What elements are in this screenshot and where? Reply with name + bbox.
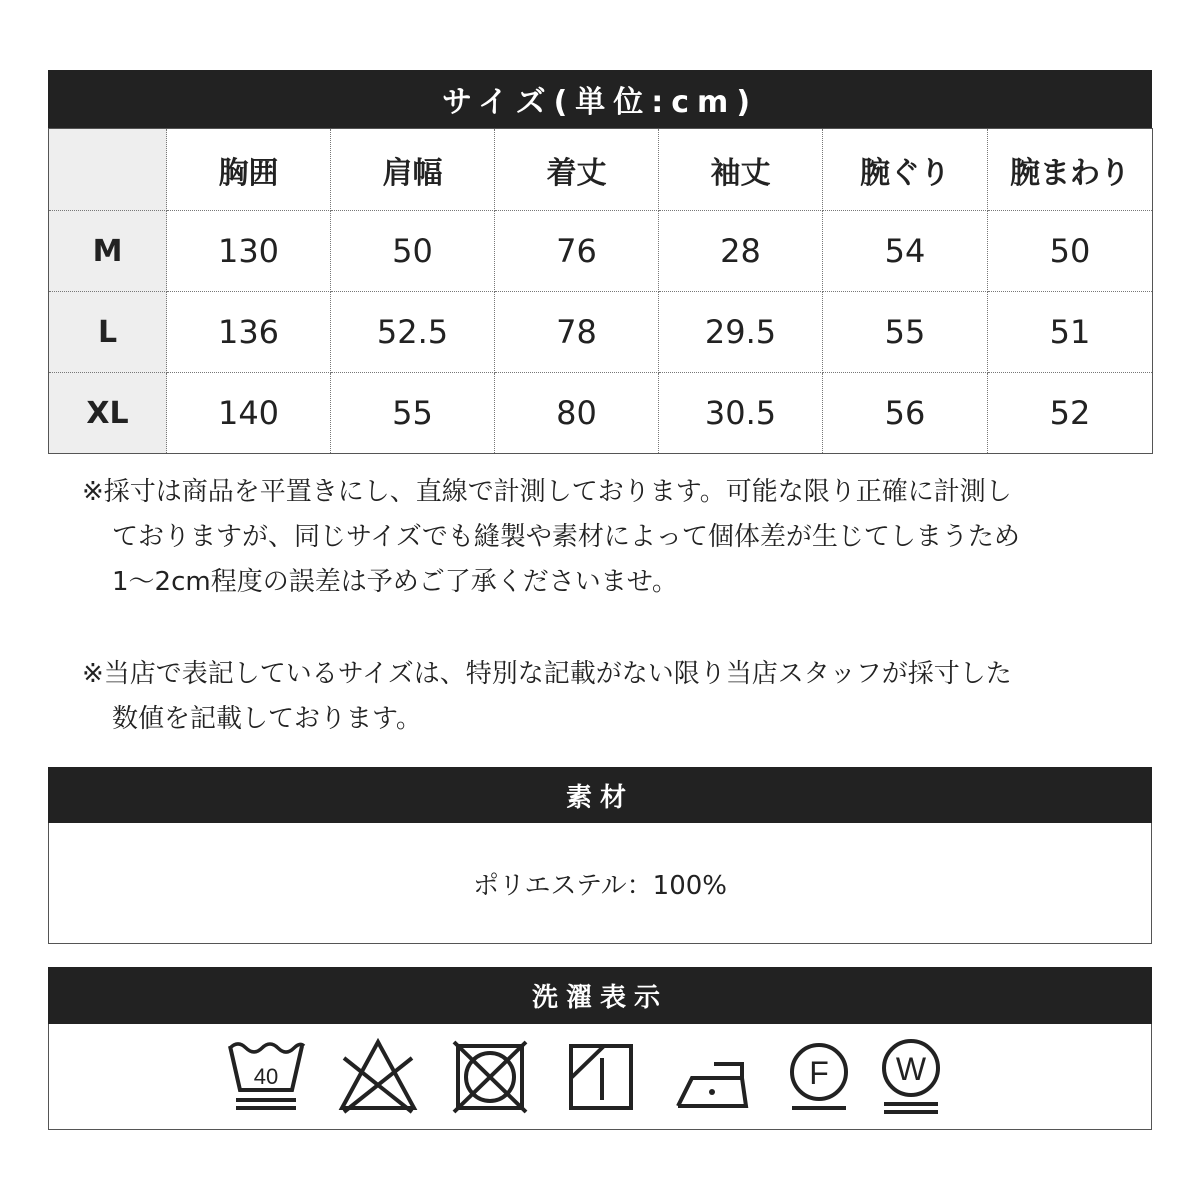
wash-section-title: 洗濯表示 bbox=[531, 983, 668, 1013]
note-line: ※当店で表記しているサイズは、特別な記載がない限り当店スタッフが採寸した bbox=[82, 659, 1012, 689]
line-dry-shade-icon bbox=[566, 1038, 636, 1114]
material-content: ポリエステル：100% bbox=[473, 870, 727, 901]
size-label-m: M bbox=[49, 211, 167, 292]
table-cell: 136 bbox=[167, 292, 331, 373]
table-cell: 29.5 bbox=[659, 292, 823, 373]
measurement-note bbox=[82, 470, 1162, 605]
table-cell: 52 bbox=[988, 373, 1153, 454]
size-table bbox=[48, 128, 1153, 454]
dry-clean-f-icon bbox=[784, 1038, 854, 1114]
material-section-header bbox=[48, 767, 1152, 823]
iron-low-icon bbox=[670, 1038, 754, 1114]
table-cell: 28 bbox=[659, 211, 823, 292]
no-tumble-dry-icon bbox=[450, 1038, 530, 1114]
note-line: 1〜2cm程度の誤差は予めご了承くださいませ。 bbox=[112, 567, 678, 597]
table-row bbox=[49, 211, 1153, 292]
size-label-l: L bbox=[49, 292, 167, 373]
wash-40-icon bbox=[224, 1038, 308, 1114]
size-table-corner bbox=[49, 129, 167, 211]
table-cell: 52.5 bbox=[331, 292, 495, 373]
note-line: 数値を記載しております。 bbox=[112, 704, 422, 734]
column-header-armhole: 腕ぐり bbox=[823, 129, 988, 211]
table-cell: 140 bbox=[167, 373, 331, 454]
table-cell: 78 bbox=[495, 292, 659, 373]
column-header-sleeve: 袖丈 bbox=[659, 129, 823, 211]
table-cell: 30.5 bbox=[659, 373, 823, 454]
size-section-title: サイズ(単位:cm) bbox=[441, 85, 759, 120]
size-label-xl: XL bbox=[49, 373, 167, 454]
size-table-header-row bbox=[49, 129, 1153, 211]
column-header-arm-circumference: 腕まわり bbox=[988, 129, 1153, 211]
table-row bbox=[49, 292, 1153, 373]
material-box bbox=[48, 823, 1152, 944]
table-cell: 55 bbox=[823, 292, 988, 373]
material-section-title: 素材 bbox=[565, 782, 634, 813]
column-header-shoulder: 肩幅 bbox=[331, 129, 495, 211]
table-row bbox=[49, 373, 1153, 454]
note-line: ておりますが、同じサイズでも縫製や素材によって個体差が生じてしまうため bbox=[112, 522, 1020, 552]
no-bleach-icon bbox=[338, 1038, 418, 1114]
wet-clean-label: W bbox=[895, 1051, 927, 1087]
table-cell: 76 bbox=[495, 211, 659, 292]
table-cell: 54 bbox=[823, 211, 988, 292]
wash-temperature-label: 40 bbox=[253, 1064, 279, 1089]
table-cell: 51 bbox=[988, 292, 1153, 373]
wet-clean-w-icon bbox=[876, 1038, 946, 1120]
note-line: ※採寸は商品を平置きにし、直線で計測しております。可能な限り正確に計測し bbox=[82, 477, 1012, 507]
table-cell: 55 bbox=[331, 373, 495, 454]
table-cell: 50 bbox=[331, 211, 495, 292]
table-cell: 80 bbox=[495, 373, 659, 454]
table-cell: 56 bbox=[823, 373, 988, 454]
table-cell: 50 bbox=[988, 211, 1153, 292]
wash-section-header bbox=[48, 967, 1152, 1024]
dry-clean-label: F bbox=[809, 1055, 829, 1091]
size-section-header bbox=[48, 70, 1152, 128]
column-header-length: 着丈 bbox=[495, 129, 659, 211]
table-cell: 130 bbox=[167, 211, 331, 292]
column-header-chest: 胸囲 bbox=[167, 129, 331, 211]
size-display-note bbox=[82, 652, 1162, 742]
